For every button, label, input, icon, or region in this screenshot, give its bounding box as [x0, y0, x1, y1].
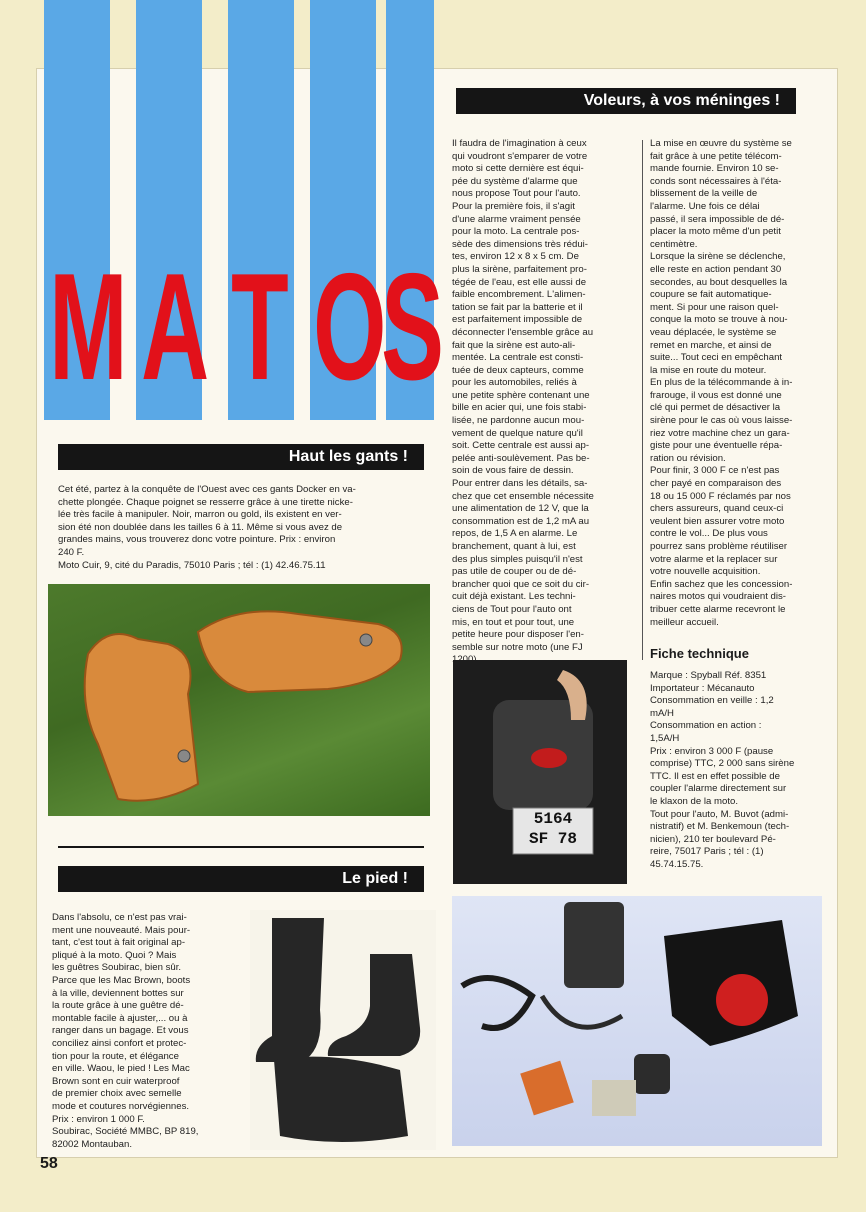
- license-plate-line-2: SF 78: [528, 830, 577, 848]
- fiche-text: Marque : Spyball Réf. 8351 Importateur : Mécanauto Consommation en veille : 1,2 mA/H Consommation en action : 1,5A/H Prix : environ 3 000 F (pause comprise) TTC, 2 000 sans sirène TTC. Il est en effet possible de coupler l'alarme directement sur le klaxon de la moto. Tout pour l'auto, M. Buvot (admi- nistratif) et M. Benkemoun (tech- nicien), 210 ter boulevard Pé- reire, 75017 Paris ; tél : (1) 45.74.15.75.: [650, 670, 795, 870]
- boots-top-rule: [58, 846, 424, 848]
- motorcycle-illustration: [453, 660, 627, 884]
- alarm-column-2: La mise en œuvre du système se fait grâce à une petite télécom- mande fournie. Environ 10 se- conds sont nécessaires à l'éta- blissement de la veille de l'alarme. Une fois ce délai passé, il sera impossible de dé- placer la moto même d'un petit centimètre. Lorsque la sirène se déclenche, elle reste en action pendant 30 secondes, au bout desquelles la coupure se fait automatique- ment. Si pour une raison quel- conque la moto se trouve à nou- veau déplacée, le système se remet en marche, et ainsi de suite... Tout ceci en empêchant la mise en route du moteur. En plus de la télécommande à in- frarouge, il vous est donné une clé qui permet de désactiver la sirène pour le cas où vous laisse- riez votre machine chez un gara- giste pour une éventuelle répa- ration ou révision. Pour finir, 3 000 F ce n'est pas cher payé en comparaison des 18 ou 15 000 F réclamés par nos chers assureurs, quand ceux-ci veulent bien assurer votre moto contre le vol... De plus vous pourrez sans problème réutiliser votre alarme et la replacer sur votre nouvelle acquisition. Enfin sachez que les concession- naires motos qui voudraient dis- tribuer cette alarme recevront le meilleur accueil.: [650, 138, 793, 628]
- gloves-text: Cet été, partez à la conquête de l'Ouest avec ces gants Docker en va- chette plongée. Chaque poignet se resserre grâce à une tirette nicke- lée très facile à manipuler. Noir, marron ou gold, ils existent en ver- sion été non doublée dans les tailles 6 à 11. Même si vous avez de grandes mains, vous trouverez donc votre pointure. Prix : environ 240 F. Moto Cuir, 9, cité du Paradis, 75010 Paris ; tél : (1) 42.46.75.11: [58, 484, 356, 571]
- alarm-kit-illustration: [452, 896, 822, 1146]
- boots-title: Le pied !: [58, 866, 424, 892]
- alarm-column-1: Il faudra de l'imagination à ceux qui voudront s'emparer de votre moto si cette dernière est équi- pée du système d'alarme que nous propose Tout pour l'auto. Pour la première fois, il s'agit d'une alarme vraiment pensée pour la moto. La centrale pos- sède des dimensions très rédui- tes, environ 12 x 8 x 5 cm. De plus la sirène, parfaitement pro- tégée de l'eau, est elle aussi de faible encombrement. L'alimen- tation se fait par la batterie et il est parfaitement impossible de déconnecter l'ensemble grâce au fait que la sirène est auto-ali- mentée. La centrale est consti- tuée de deux capteurs, comme pour les automobiles, reliés à une petite sphère contenant une bille en acier qui, une fois stabi- lisée, ne pardonne aucun mou- vement de quelque nature qu'il soit. Cette centrale est aussi ap- pelée anti-soulèvement. Pas be- soin de vous faire de dessin. Pour entrer dans les détails, sa- chez que cet ensemble nécessite une alimentation de 12 V, que la consommation est de 1,2 mA au repos, de 1,5 A en alarme. Le branchement, quant à lui, est des plus simples puisqu'il n'est pas utile de couper ou de dé- brancher quoi que ce soit du cir- cuit déjà existant. Les techni- ciens de Tout pour l'auto ont mis, en tout et pour tout, une petite heure pour disposer l'en- semble sur notre moto (une FJ: [452, 138, 594, 653]
- page-number: 58: [40, 1155, 58, 1172]
- motorcycle-photo: [453, 660, 627, 884]
- gloves-illustration: [48, 584, 430, 816]
- masthead-letter-m: M: [49, 242, 128, 412]
- boots-photo: [250, 910, 436, 1150]
- boots-illustration: [250, 910, 436, 1150]
- alarm-kit-photo: [452, 896, 822, 1146]
- masthead-letter-t: T: [231, 242, 289, 412]
- masthead-letter-a: A: [141, 242, 210, 412]
- masthead-letter-s: S: [381, 242, 444, 412]
- gloves-title: Haut les gants !: [58, 444, 424, 470]
- masthead-stripes: [40, 0, 444, 420]
- column-divider: [642, 140, 643, 660]
- gloves-photo: [48, 584, 430, 816]
- fiche-title: Fiche technique: [650, 646, 749, 661]
- masthead-letter-o: O: [313, 242, 387, 412]
- boots-text: Dans l'absolu, ce n'est pas vrai- ment une nouveauté. Mais pour- tant, c'est tout à fait original ap- pliqué à la moto. Quoi ? Mais les guêtres Soubirac, bien sûr. Parce que les Mac Brown, boots à la ville, deviennent bottes sur la route grâce à une guêtre dé- montable facile à ajuster,... ou à ranger dans un bagage. Et vous conciliez ainsi confort et protec- tion pour la route, et élégance en ville. Waou, le pied ! Les Mac Brown sont en cuir waterproof de premier choix avec semelle mode et coutures norvégiennes. Prix : environ 1 000 F. Soubirac, Société MMBC, BP 819, 82002 Montauban.: [52, 912, 199, 1150]
- alarm-title: Voleurs, à vos méninges !: [456, 88, 796, 114]
- license-plate-line-1: 5164: [533, 810, 573, 828]
